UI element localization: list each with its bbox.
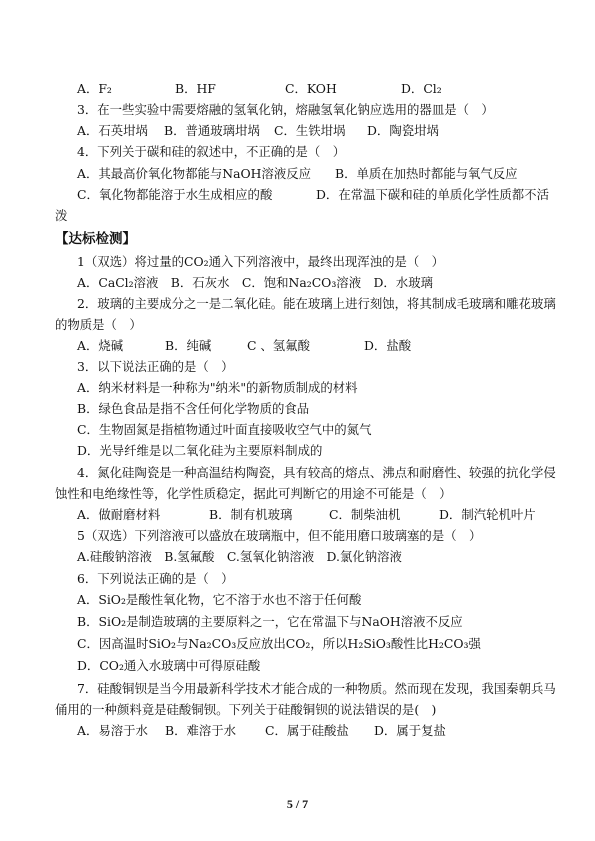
drill-7-stem-line2: 俑用的一种颜料竟是硅酸铜钡。下列关于硅酸铜钡的说法错误的是( ) (55, 702, 437, 717)
option-a: A．做耐磨材料 (77, 507, 161, 522)
option-c: C．制柴油机 (329, 507, 401, 522)
option-a: A．易溶于水 (77, 723, 148, 738)
option-c: C．氧化物都能溶于水生成相应的酸 (77, 187, 273, 202)
option-b: B．难溶于水 (165, 723, 237, 738)
drill-5-stem: 5（双选）下列溶液可以盛放在玻璃瓶中，但不能用磨口玻璃塞的是（ ） (77, 528, 482, 543)
option-a: A．石英坩埚 (77, 123, 148, 138)
option-a: A．烧碱 (77, 338, 124, 353)
drill-6-option-c: C．因高温时SiO₂与Na₂CO₃反应放出CO₂，所以H₂SiO₃酸性比H₂CO₃强 (77, 636, 481, 651)
drill-3-option-b: B．绿色食品是指不含任何化学物质的食品 (77, 401, 310, 416)
drill-6-stem: 6．下列说法正确的是（ ） (77, 571, 234, 586)
drill-7-stem-line1: 7．硅酸铜钡是当今用最新科学技术才能合成的一种物质。然而现在发现，我国秦朝兵马 (77, 681, 556, 696)
section-title: 【达标检测】 (55, 231, 136, 247)
option-a: A．F₂ (77, 81, 112, 96)
drill-6-option-a: A．SiO₂是酸性氧化物，它不溶于水也不溶于任何酸 (77, 592, 362, 607)
question-4-option-d-continued: 泼 (55, 208, 68, 223)
option-d: D．制汽轮机叶片 (439, 507, 536, 522)
option-d: D．在常温下碳和硅的单质化学性质都不活 (316, 187, 549, 202)
drill-2-stem-line2: 的物质是（ ） (55, 317, 142, 332)
question-4-stem: 4．下列关于碳和硅的叙述中，不正确的是（ ） (77, 144, 346, 159)
page-number: 5 / 7 (286, 797, 309, 811)
option-c: C．生铁坩埚 (274, 123, 346, 138)
option-d: D．盐酸 (364, 338, 412, 353)
drill-3-option-c: C．生物固氮是指植物通过叶面直接吸收空气中的氮气 (77, 422, 372, 437)
option-b: B．纯碱 (165, 338, 212, 353)
drill-4-stem-line2: 蚀性和电绝缘性等，化学性质稳定，据此可判断它的用途不可能是（ ） (55, 486, 452, 501)
drill-1-options: A．CaCl₂溶液 B．石灰水 C．饱和Na₂CO₃溶液 D．水玻璃 (77, 275, 433, 290)
drill-3-option-d: D．光导纤维是以二氧化硅为主要原料制成的 (77, 443, 323, 458)
option-b: B．HF (175, 81, 216, 96)
drill-5-options: A.硅酸钠溶液 B.氢氟酸 C.氢氧化钠溶液 D.氯化钠溶液 (77, 549, 402, 564)
option-d: D．Cl₂ (401, 81, 442, 96)
option-c: C 、氢氟酸 (247, 338, 310, 353)
option-d: D．属于复盐 (374, 723, 446, 738)
option-c: C．KOH (285, 81, 337, 96)
option-a: A．其最高价氧化物都能与NaOH溶液反应 (77, 166, 311, 181)
drill-3-option-a: A．纳米材料是一种称为"纳米"的新物质制成的材料 (77, 380, 358, 395)
option-b: B．制有机玻璃 (209, 507, 293, 522)
drill-4-stem-line1: 4．氮化硅陶瓷是一种高温结构陶瓷，具有较高的熔点、沸点和耐磨性、较强的抗化学侵 (77, 465, 556, 480)
option-d: D．陶瓷坩埚 (367, 123, 439, 138)
option-b: B．普通玻璃坩埚 (164, 123, 260, 138)
drill-2-stem-line1: 2．玻璃的主要成分之一是二氧化硅。能在玻璃上进行刻蚀，将其制成毛玻璃和雕花玻璃 (77, 296, 556, 311)
question-3-stem: 3．在一些实验中需要熔融的氢氧化钠，熔融氢氧化钠应选用的器皿是（ ） (77, 102, 494, 117)
drill-3-stem: 3．以下说法正确的是（ ） (77, 359, 234, 374)
option-c: C．属于硅酸盐 (265, 723, 349, 738)
drill-6-option-b: B．SiO₂是制造玻璃的主要原料之一，它在常温下与NaOH溶液不反应 (77, 614, 463, 629)
drill-6-option-d: D．CO₂通入水玻璃中可得原硅酸 (77, 658, 261, 673)
drill-1-stem: 1（双选）将过量的CO₂通入下列溶液中，最终出现浑浊的是（ ） (77, 254, 445, 269)
option-b: B．单质在加热时都能与氧气反应 (335, 166, 518, 181)
